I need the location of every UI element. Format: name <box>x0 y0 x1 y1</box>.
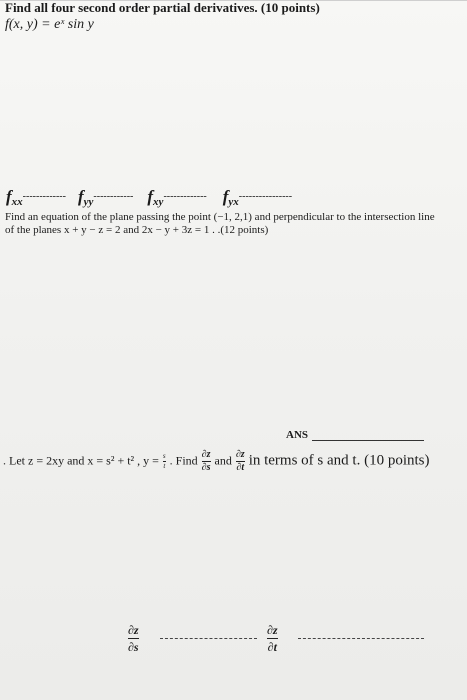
ans-label: ANS <box>286 429 309 441</box>
derivative-row <box>6 187 292 208</box>
q1-function: f(x, y) = eˣ sin y <box>5 17 94 32</box>
q3-statement <box>3 450 430 473</box>
answer-dz-dt-blank <box>298 638 424 639</box>
answer-dz-ds-label: ∂z ∂s <box>128 623 139 654</box>
answer-blank-line <box>312 440 424 441</box>
dz-dt-fraction: $\frac{\partial z}{\partial t}$ <box>235 449 245 473</box>
q2-line-1: Find an equation of the plane passing the point (−1, 2,1) and perpendicular to the intersection line <box>5 211 435 223</box>
q3-find: . Find <box>169 453 198 468</box>
derivative-fxy: $f_{xy}-------------$ <box>147 187 207 208</box>
answer-dz-ds-blank <box>160 638 257 639</box>
dz-ds-fraction: $\frac{\partial z}{\partial s}$ <box>201 449 211 473</box>
q2-line-2: of the planes x + y − z = 2 and 2x − y + 3z = 1 . .(12 points) <box>5 224 269 236</box>
q3-and: and <box>214 453 232 468</box>
derivative-fxx: $f_{xx}-------------$ <box>6 187 66 208</box>
answer-dz-dt-label: ∂z ∂t <box>267 623 278 654</box>
derivative-fyy: $f_{yy}------------$ <box>77 187 134 208</box>
y-fraction: $\frac{s}{t}$ <box>162 452 166 470</box>
derivative-fyx: $f_{yx}----------------$ <box>222 187 293 208</box>
q3-suffix: in terms of s and t. (10 points) <box>248 452 430 469</box>
q3-prefix: . Let z = 2xy and x = s² + t² , y = <box>3 453 162 468</box>
q1-title: Find all four second order partial derivatives. (10 points) <box>5 0 320 15</box>
